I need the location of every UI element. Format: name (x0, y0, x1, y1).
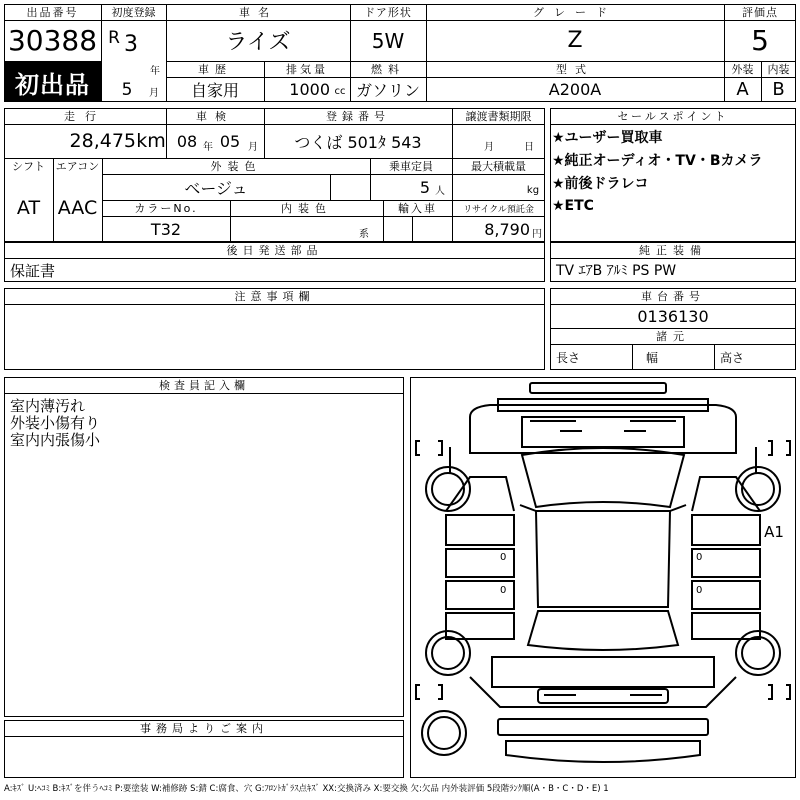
reg-month: 5 (121, 80, 133, 100)
ac-value: AAC (57, 197, 98, 219)
sales-point-item: ★前後ドラレコ (552, 176, 649, 192)
later-parts-label: 後日発送部品 (226, 244, 323, 257)
dimensions-label: 諸元 (656, 330, 690, 343)
inspector-label: 検査員記入欄 (159, 379, 249, 392)
color-no-label: カラーNo. (134, 202, 198, 215)
inspector-note: 室内内張傷小 (10, 430, 101, 448)
model-label: 型式 (556, 63, 594, 76)
car-diagram (410, 377, 796, 778)
exterior-grade: A (736, 79, 749, 100)
shift-value: AT (16, 197, 41, 219)
displacement: 1000 (289, 80, 330, 99)
ac-label: エアコン (55, 160, 100, 173)
transfer-label: 譲渡書類期限 (465, 110, 532, 123)
score: 5 (751, 24, 769, 57)
equipment-value: TV ｴｱB ｱﾙﾐ PS PW (556, 263, 677, 279)
damage-legend: A:ｷｽﾞ U:ﾍｺﾐ B:ｷｽﾞを伴うﾍｺﾐ P:要塗装 W:補修跡 S:錆 C:腐食、穴 G:ﾌﾛﾝﾄｶﾞﾗｽ点ｷｽﾞ XX:交換済み X:要交換 欠:欠品 内外装評価 5段階ﾗﾝｸ順(A・B・C・D・E) 1 (4, 784, 609, 794)
lot-number: 30388 (7, 24, 98, 57)
capacity-label: 乗車定員 (389, 160, 433, 173)
exterior-label: 外装 (731, 63, 754, 76)
sales-points-label: セールスポイント (617, 110, 729, 123)
load-label: 最大積載量 (471, 160, 526, 173)
damage-mark: A1 (764, 523, 784, 541)
notes-label: 注意事項欄 (234, 290, 315, 303)
car-name: ライズ (225, 30, 291, 55)
reg-year: 3 (124, 31, 138, 57)
first-listing-badge: 初出品 (4, 62, 101, 102)
capacity: 5 (419, 177, 430, 197)
first-reg-label: 初度登録 (111, 6, 156, 19)
score-label: 評価点 (742, 6, 778, 19)
model-code: A200A (548, 80, 602, 99)
import-label: 輸入車 (398, 202, 437, 215)
svg-text:0: 0 (696, 552, 703, 563)
year-unit: 年 (150, 65, 160, 76)
transfer-month-unit: 月 (484, 141, 494, 153)
svg-text:0: 0 (500, 552, 507, 563)
name-label: 車名 (239, 6, 277, 19)
history-label: 車歴 (198, 63, 232, 76)
ext-color: ベージュ (184, 178, 248, 198)
length-label: 長さ (556, 350, 581, 365)
inspection-label: 車検 (196, 110, 234, 123)
door-type: 5W (371, 28, 405, 53)
mileage-unit: km (136, 130, 166, 152)
svg-text:0: 0 (500, 585, 507, 596)
interior-label: 内装 (767, 63, 790, 76)
lot-no-label: 出品番号 (26, 6, 79, 19)
inspection-month: 05 (219, 131, 241, 151)
capacity-unit: 人 (435, 185, 445, 197)
fuel: ガソリン (355, 81, 420, 100)
displacement-unit: cc (334, 85, 346, 97)
recycle-label: リサイクル預託金 (463, 204, 534, 215)
plate-label: 登録番号 (326, 110, 390, 123)
svg-text:0: 0 (696, 585, 703, 596)
fuel-label: 燃料 (371, 63, 405, 76)
equipment-label: 純正装備 (639, 244, 707, 257)
mileage-label: 走行 (64, 110, 106, 123)
grade-label: グレード (533, 6, 617, 19)
ext-color-label: 外装色 (210, 160, 262, 173)
sales-point-item: ★純正オーディオ・TV・Bカメラ (552, 153, 763, 169)
recycle-fee: 8,790 (484, 219, 530, 239)
later-parts-value: 保証書 (10, 261, 56, 280)
height-label: 高さ (720, 350, 745, 365)
inspection-year: 08 (176, 131, 198, 151)
sales-point-item: ★ユーザー買取車 (552, 130, 663, 146)
recycle-unit: 円 (532, 228, 542, 240)
vehicle-history: 自家用 (190, 81, 239, 100)
color-no: T32 (150, 219, 182, 239)
inspection-month-unit: 月 (248, 141, 258, 153)
door-label: ドア形状 (364, 6, 412, 19)
load-unit: kg (526, 184, 540, 196)
plate-number: つくば 501ﾀ 543 (294, 132, 422, 152)
office-label: 事務局よりご案内 (140, 722, 268, 735)
displacement-label: 排気量 (286, 63, 328, 76)
shift-label: シフト (12, 160, 45, 173)
int-color-label: 内装色 (281, 202, 332, 215)
month-unit: 月 (149, 87, 159, 99)
inspector-note: 室内薄汚れ (10, 396, 86, 414)
interior-grade: B (772, 79, 785, 100)
sales-point-item: ★ETC (552, 198, 594, 214)
chassis-number: 0136130 (637, 306, 709, 326)
grade: Z (567, 28, 583, 53)
transfer-day-unit: 日 (524, 141, 534, 153)
inspector-note: 外装小傷有り (10, 413, 101, 431)
width-label: 幅 (646, 350, 659, 365)
int-color-unit: 系 (359, 228, 369, 240)
inspection-year-unit: 年 (203, 141, 213, 153)
chassis-label: 車台番号 (641, 290, 705, 303)
mileage-value: 28,475 (69, 130, 136, 152)
era: R (108, 28, 120, 48)
